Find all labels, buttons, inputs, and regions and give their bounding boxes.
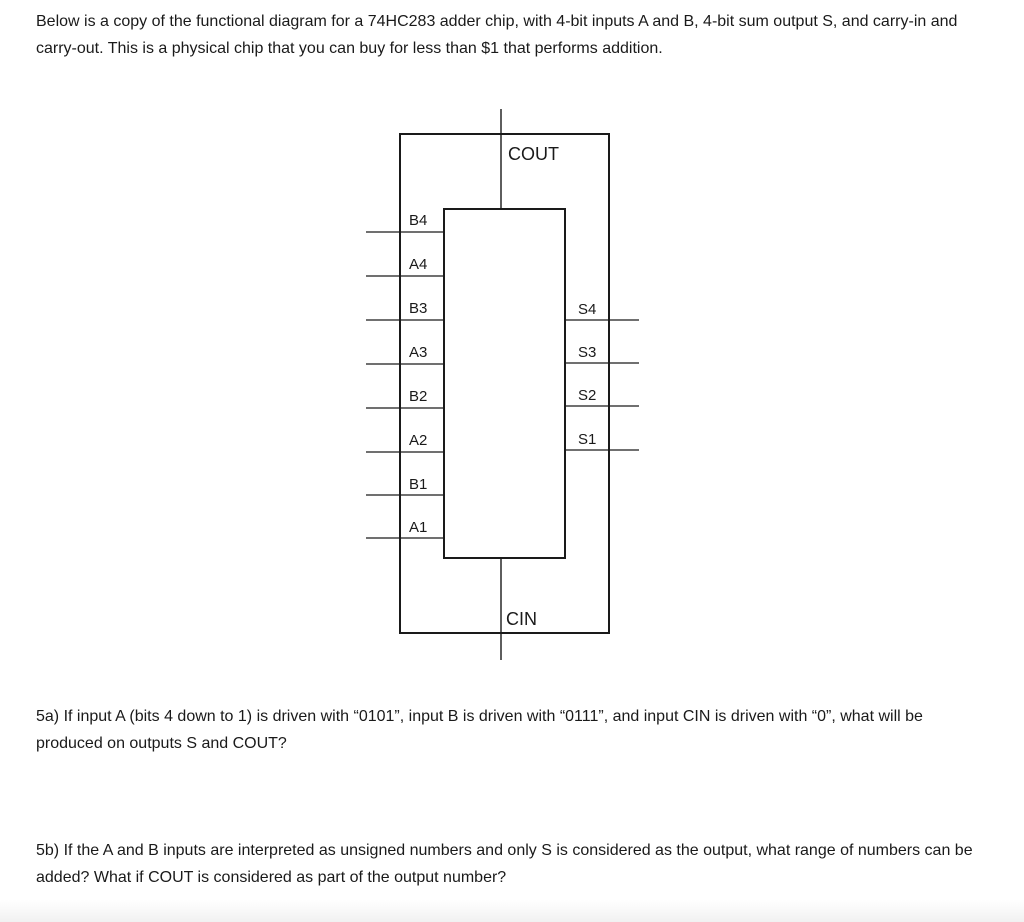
output-pins bbox=[565, 301, 639, 450]
cin-label: CIN bbox=[506, 609, 537, 629]
input-label-a4: A4 bbox=[409, 256, 428, 273]
question-5b: 5b) If the A and B inputs are interpreted as unsigned numbers and only S is considered as the output, what range of numbers can be added? What if COUT is considered as part of the output number? bbox=[36, 842, 973, 886]
output-label-s4: S4 bbox=[578, 301, 597, 318]
chip-inner-core bbox=[444, 209, 565, 558]
input-label-a1: A1 bbox=[409, 519, 428, 536]
input-label-b4: B4 bbox=[409, 212, 428, 229]
input-label-a3: A3 bbox=[409, 344, 428, 361]
input-label-b3: B3 bbox=[409, 300, 428, 317]
input-label-b2: B2 bbox=[409, 388, 428, 405]
output-label-s3: S3 bbox=[578, 344, 597, 361]
output-label-s2: S2 bbox=[578, 387, 597, 404]
input-label-b1: B1 bbox=[409, 476, 428, 493]
question-5a: 5a) If input A (bits 4 down to 1) is driven with “0101”, input B is driven with “0111”, and input CIN is driven with “0”, what will be produced on outputs S and COUT? bbox=[36, 708, 923, 752]
page-bottom-edge bbox=[0, 900, 1024, 922]
input-pins bbox=[366, 212, 444, 538]
cout-label: COUT bbox=[508, 144, 559, 164]
output-label-s1: S1 bbox=[578, 431, 597, 448]
intro-paragraph: Below is a copy of the functional diagram for a 74HC283 adder chip, with 4-bit inputs A and B, 4-bit sum output S, and carry-in and carry-out. This is a physical chip that you can buy for less than $1 that performs addition. bbox=[36, 13, 958, 57]
input-label-a2: A2 bbox=[409, 432, 428, 449]
